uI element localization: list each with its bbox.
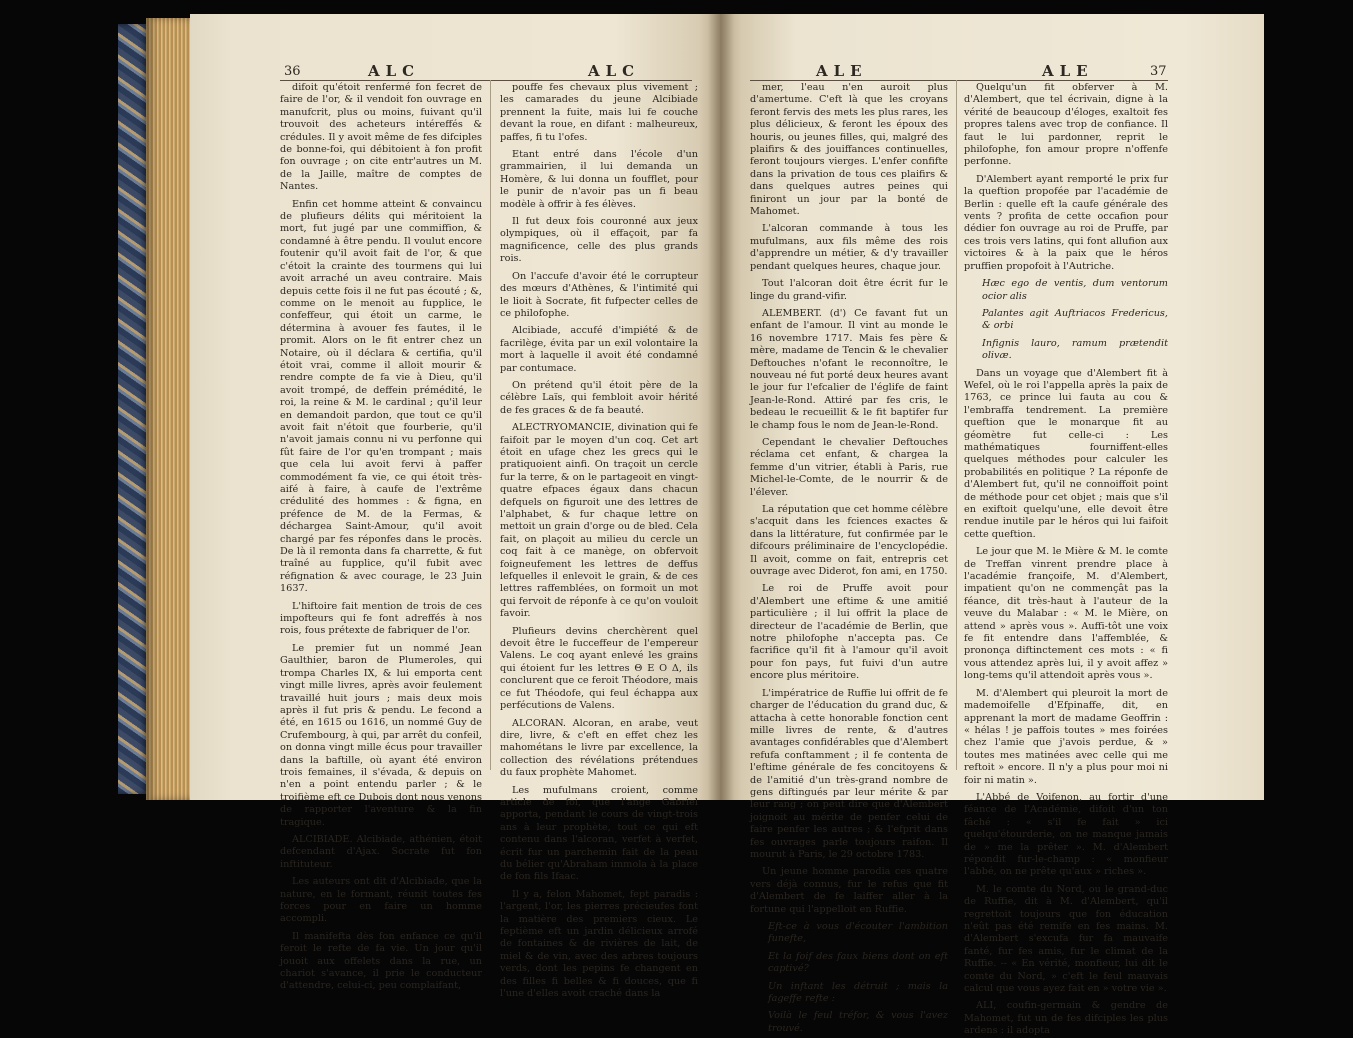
paragraph: Un jeune homme parodia ces quatre vers déjà connus, fur le refus que fit d'Alembert de fe laiffer aller à la fortune qui l'appelloit en Ruffie. (750, 866, 948, 915)
paragraph: ALEMBERT. (d') Ce favant fut un enfant de l'amour. Il vint au monde le 16 novembre 1717. Mais fes père & mère, madame de Tencin & le chevalier Deftouches n'ofant le reconnoître, le nouveau né fut porté deux heures avant le jour fur l'efcalier de l'églife de faint Jean-le-Rond. Attiré par fes cris, le bedeau le recueillit & le fit baptifer fur le champ fous le nom de Jean-le-Rond. (750, 307, 948, 431)
paragraph: M. le comte du Nord, ou le grand-duc de Ruffie, dit à M. d'Alembert, qu'il regrettoit toujours que fon éducation n'eût pas été remife en fes mains. M. d'Alembert s'excufa fur fa mauvaife fanté, fur fes amis, fur le climat de la Ruffie. -- « En vérité, monfieur, lui dit le comte du Nord, » c'eft le feul mauvais calcul que vous ayez fait en » votre vie ». (964, 883, 1168, 995)
paragraph: Et la foif des faux biens dont on eft captivé? (768, 950, 948, 975)
paragraph: Les mufulmans croient, comme article de foi, que l'ange Gabriel apporta, pendant le cours de vingt-trois ans à leur prophète, tout ce qui eft contenu dans l'alcoran, verfet à verfet, écrit fur un parchemin fait de la peau du bélier qu'Abraham immola à la place de fon fils Ifaac. (500, 784, 698, 883)
paragraph: On l'accufe d'avoir été le corrupteur des mœurs d'Athènes, & l'intimité qui le lioit à Socrate, fit fufpecter celles de ce philofophe. (500, 270, 698, 319)
paragraph: Enfin cet homme atteint & convaincu de plufieurs délits qui méritoient la mort, fut jugé par une commiffion, & condamné à être pendu. Il voulut encore foutenir qu'il avoit fait de l'or, & que c'étoit la crainte des tourmens qui lui avoit arraché un aveu contraire. Mais depuis cette fois il ne fut pas écouté ; &, comme on le menoit au fupplice, le confeffeur, qui étoit un carme, le détermina à avouer fes fautes, il le promit. Alors on le fit entrer chez un Notaire, où il déclara & certifia, qu'il étoit vrai, comme il alloit mourir & rendre compte de fa vie à Dieu, qu'il avoit trompé, de deffein prémédité, le roi, la reine & M. le cardinal ; qu'il leur en demandoit pardon, que tout ce qu'il avoit fait n'étoit que fourberie, qu'il n'avoit jamais connu ni vu perfonne qui fût faire de l'or qu'en trompant ; mais que cela lui avoit fervi à paffer commodément fa vie, ce qui étoit très-aifé à faire, à caufe de l'extrême crédulité des hommes : & figna, en préfence de M. de la Fermas, & déchargea Saint-Amour, qu'il avoit chargé par fes réponfes dans le procès. De là il remonta dans fa charrette, & fut traîné au fupplice, qu'il fubit avec réfignation & avec courage, le 23 Juin 1637. (280, 198, 482, 595)
page-fore-edge (146, 18, 190, 800)
text-column-1 (750, 82, 948, 1034)
paragraph: Le jour que M. le Mière & M. le comte de Treffan vinrent prendre place à l'académie françoife, M. d'Alembert, impatient qu'on ne commençât pas la féance, dit très-haut à l'auteur de la veuve du Malabar : « M. le Mière, on attend » après vous ». Auffi-tôt une voix fe fit entendre dans l'affemblée, & prononça diftinctement ces mots : « fi vous attendez après lui, il y avoit affez » long-tems qu'il attendoit après vous ». (964, 546, 1168, 682)
page-number: 37 (1150, 64, 1167, 79)
paragraph: Un inftant les détruit ; mais la fageffe refte : (768, 980, 948, 1005)
paragraph: On prétend qu'il étoit père de la célèbre Laïs, qui fembloit avoir hérité de fes graces & de fa beauté. (500, 379, 698, 416)
left-page (190, 14, 720, 1000)
right-page (720, 14, 1264, 1037)
paragraph: La réputation que cet homme célèbre s'acquit dans les fciences exactes & dans la littérature, fut confirmée par le difcours préliminaire de l'encyclopédie. Il avoit, comme on fait, entrepris cet ouvrage avec Diderot, fon ami, en 1750. (750, 504, 948, 578)
paragraph: Plufieurs devins cherchèrent quel devoit être le fucceffeur de l'empereur Valens. Le coq ayant enlevé les grains qui étoient fur les lettres Θ Ε Ο Δ, ils conclurent que ce feroit Théodore, mais ce fut Théodofe, qui feul échappa aux perfécutions de Valens. (500, 625, 698, 712)
paragraph: Il fut deux fois couronné aux jeux olympiques, où il effaçoit, par fa magnificence, celle des plus grands rois. (500, 216, 698, 265)
paragraph: Le roi de Pruffe avoit pour d'Alembert une eftime & une amitié particulière ; il lui offrit la place de directeur de l'académie de Berlin, que notre philofophe n'accepta pas. Ce facrifice qu'il fit à l'amour qu'il avoit pour fon pays, fut fuivi d'un autre encore plus méritoire. (750, 583, 948, 682)
paragraph: Palantes agit Auftriacos Fredericus, & orbi (982, 307, 1168, 332)
paragraph: Tout l'alcoran doit être écrit fur le linge du grand-vifir. (750, 278, 948, 302)
header-rule (280, 80, 692, 81)
column-rule (956, 80, 957, 770)
paragraph: ALCIBIADE. Alcibiade, athénien, étoit defcendant d'Ajax. Socrate fut fon inftituteur. (280, 833, 482, 870)
paragraph: pouffe fes chevaux plus vivement ; les camarades du jeune Alcibiade prennent la fuite, mais lui fe couche devant la roue, en difant : malheureux, paffes, fi tu l'ofes. (500, 82, 698, 143)
text-column-2 (964, 82, 1168, 1037)
paragraph: M. d'Alembert qui pleuroit la mort de mademoifelle d'Efpinaffe, dit, en apprenant la mort de madame Geoffrin : « hélas ! je paffois toutes » mes foirées chez l'amie que j'avois perdue, & » toutes mes matinées avec celle qui me reftoit » encore. Il n'y a plus pour moi ni foir ni matin ». (964, 687, 1168, 786)
paragraph: Voilà le feul tréfor, & vous l'avez trouvé. (768, 1010, 948, 1034)
page-number: 36 (284, 64, 301, 79)
text-column-2 (500, 82, 698, 1000)
running-head-left: ALC (368, 62, 421, 80)
paragraph: Il y a, felon Mahomet, fept paradis : l'argent, l'or, les pierres précieufes font la matière des premiers cieux. Le feptième eft un jardin délicieux arrofé de fontaines & de rivières de lait, de miel & de vin, avec des arbres toujours verds, dont les pepins fe changent en des filles fi belles & fi douces, que fi l'une d'elles avoit craché dans la (500, 888, 698, 1000)
paragraph: Cependant le chevalier Deftouches réclama cet enfant, & chargea la femme d'un vitrier, établi à Paris, rue Michel-le-Comte, de le nourrir & de l'élever. (750, 436, 948, 498)
paragraph: Infignis lauro, ramum prætendit olivæ. (982, 337, 1168, 362)
paragraph: Dans un voyage que d'Alembert fit à Wefel, où le roi l'appella après la paix de 1763, ce prince lui fauta au cou & l'embraffa tendrement. La première queftion que le monarque fit au géomètre fut celle-ci : Les mathématiques fourniffent-elles quelques méthodes pour calculer les probabilités en politique ? La réponfe de d'Alembert fut, qu'il ne connoiffoit point de méthode pour cet objet ; mais que s'il en exiftoit quelqu'une, elle devoit être rendue inutile par le héros qui lui faifoit cette queftion. (964, 367, 1168, 540)
marbled-cover-edge (118, 24, 148, 794)
header-rule (750, 80, 1168, 81)
paragraph: difoit qu'étoit renfermé fon fecret de faire de l'or, & il vendoit fon ouvrage en manufcrit, plus ou moins, fuivant qu'il trouvoit des acheteurs intéreffés & crédules. Il y avoit même de fes difciples de bonne-foi, qui débitoient à fon profit fon ouvrage ; on cite entr'autres un M. de la Jaille, maître de comptes de Nantes. (280, 82, 482, 193)
column-rule (490, 80, 491, 770)
running-head-right: ALE (1042, 62, 1094, 80)
paragraph: Etant entré dans l'école d'un grammairien, il lui demanda un Homère, & lui donna un foufflet, pour le punir de n'avoir pas un fi beau modèle à offrir à fes élèves. (500, 149, 698, 210)
book-gutter (708, 14, 734, 800)
paragraph: Le premier fut un nommé Jean Gaulthier, baron de Plumeroles, qui trompa Charles IX, & lui emporta cent vingt mille livres, après avoir feulement travaillé huit jours ; mais deux mois après il fut pris & pendu. Le fecond a été, en 1615 ou 1616, un nommé Guy de Crufembourg, à qui, par arrêt du confeil, on donna vingt mille écus pour travailler dans la baftille, où ayant été environ trois femaines, il s'évada, & depuis on n'en a point entendu parler ; & le troifième eft ce Dubois dont nous venons de rapporter l'aventure & la fin tragique. (280, 642, 482, 828)
paragraph: L'alcoran commande à tous les mufulmans, aux fils même des rois d'apprendre un métier, & d'y travailler pendant quelques heures, chaque jour. (750, 223, 948, 272)
paragraph: ALCORAN. Alcoran, en arabe, veut dire, livre, & c'eft en effet chez les mahométans le livre par excellence, la collection des révélations prétendues du faux prophète Mahomet. (500, 717, 698, 779)
paragraph: mer, l'eau n'en auroit plus d'amertume. C'eft là que les croyans feront fervis des mets les plus rares, les plus délicieux, & feront les époux des houris, ou jeunes filles, qui, malgré des plaifirs & des jouiffances continuelles, feront toujours vierges. L'enfer confifte dans la privation de tous ces plaifirs & dans quelques autres peines qui finiront un jour par la bonté de Mahomet. (750, 82, 948, 218)
running-head-right: ALC (588, 62, 641, 80)
paragraph: Alcibiade, accufé d'impiété & de facrilège, évita par un exil volontaire la mort à laquelle il avoit été condamné par contumace. (500, 325, 698, 374)
paragraph: Eft-ce à vous d'écouter l'ambition funefte, (768, 921, 948, 945)
text-column-1 (280, 82, 482, 992)
paragraph: Hæc ego de ventis, dum ventorum ocior alis (982, 278, 1168, 302)
paragraph: ALECTRYOMANCIE, divination qui fe faifoit par le moyen d'un coq. Cet art étoit en ufage chez les grecs qui le pratiquoient ainfi. On traçoit un cercle fur la terre, & on le partageoit en vingt-quatre efpaces égaux dans chacun defquels on figuroit une des lettres de l'alphabet, & fur chaque lettre on mettoit un grain d'orge ou de bled. Cela fait, on plaçoit au milieu du cercle un coq fait à ce manège, on obfervoit foigneufement les lettres de deffus lefquelles il enlevoit le grain, & de ces lettres raffemblées, on formoit un mot qui fervoit de réponfe à ce qu'on vouloit favoir. (500, 422, 698, 620)
paragraph: Il manifefta dès fon enfance ce qu'il feroit le refte de fa vie. Un jour qu'il jouoit aux offelets dans la rue, un chariot s'avance, il prie le conducteur d'attendre, celui-ci, peu complaifant, (280, 930, 482, 992)
open-book (118, 14, 1264, 1037)
paragraph: D'Alembert ayant remporté le prix fur la queftion propofée par l'académie de Berlin : quelle eft la caufe générale des vents ? profita de cette occafion pour dédier fon ouvrage au roi de Pruffe, par ces trois vers latins, qui font allufion aux victoires & à la paix que le héros pruffien propofoit à l'Autriche. (964, 173, 1168, 272)
paragraph: L'impératrice de Ruffie lui offrit de fe charger de l'éducation du grand duc, & attacha à cette honorable fonction cent mille livres de rente, & d'autres avantages confidérables que d'Alembert refufa conftamment ; il fe contenta de l'eftime générale de fes concitoyens & de l'amitié d'un très-grand nombre de gens diftingués par leur mérite & par leur rang ; on peut dire que d'Alembert joignoit au mérite de penfer celui de faire penfer les autres ; & l'efprit dans fes ouvrages parle toujours raifon. Il mourut à Paris, le 29 octobre 1783. (750, 687, 948, 860)
running-head-left: ALE (816, 62, 868, 80)
paragraph: L'hiftoire fait mention de trois de ces impofteurs qui fe font adreffés à nos rois, fous prétexte de fabriquer de l'or. (280, 600, 482, 637)
paragraph: L'Abbé de Voifenon, au fortir d'une féance de l'Académie, difoit d'un ton fâché : « s'il fe fait » ici quelqu'étourderie, on ne manque jamais de » me la prêter ». M. d'Alembert répondit fur-le-champ : « monfieur l'abbé, on ne prête qu'aux » riches ». (964, 791, 1168, 878)
paragraph: Quelqu'un fit obferver à M. d'Alembert, que tel écrivain, digne à la vérité de beaucoup d'éloges, exaltoit fes propres talens avec trop de confiance. Il faut le lui pardonner, reprit le philofophe, fon amour propre n'offenfe perfonne. (964, 82, 1168, 168)
paragraph: ALI, coufin-germain & gendre de Mahomet, fut un de fes difciples les plus ardens : il adopta (964, 1000, 1168, 1037)
paragraph: Les auteurs ont dit d'Alcibiade, que la nature, en le formant, réunit toutes fes forces pour en faire un homme accompli. (280, 876, 482, 925)
